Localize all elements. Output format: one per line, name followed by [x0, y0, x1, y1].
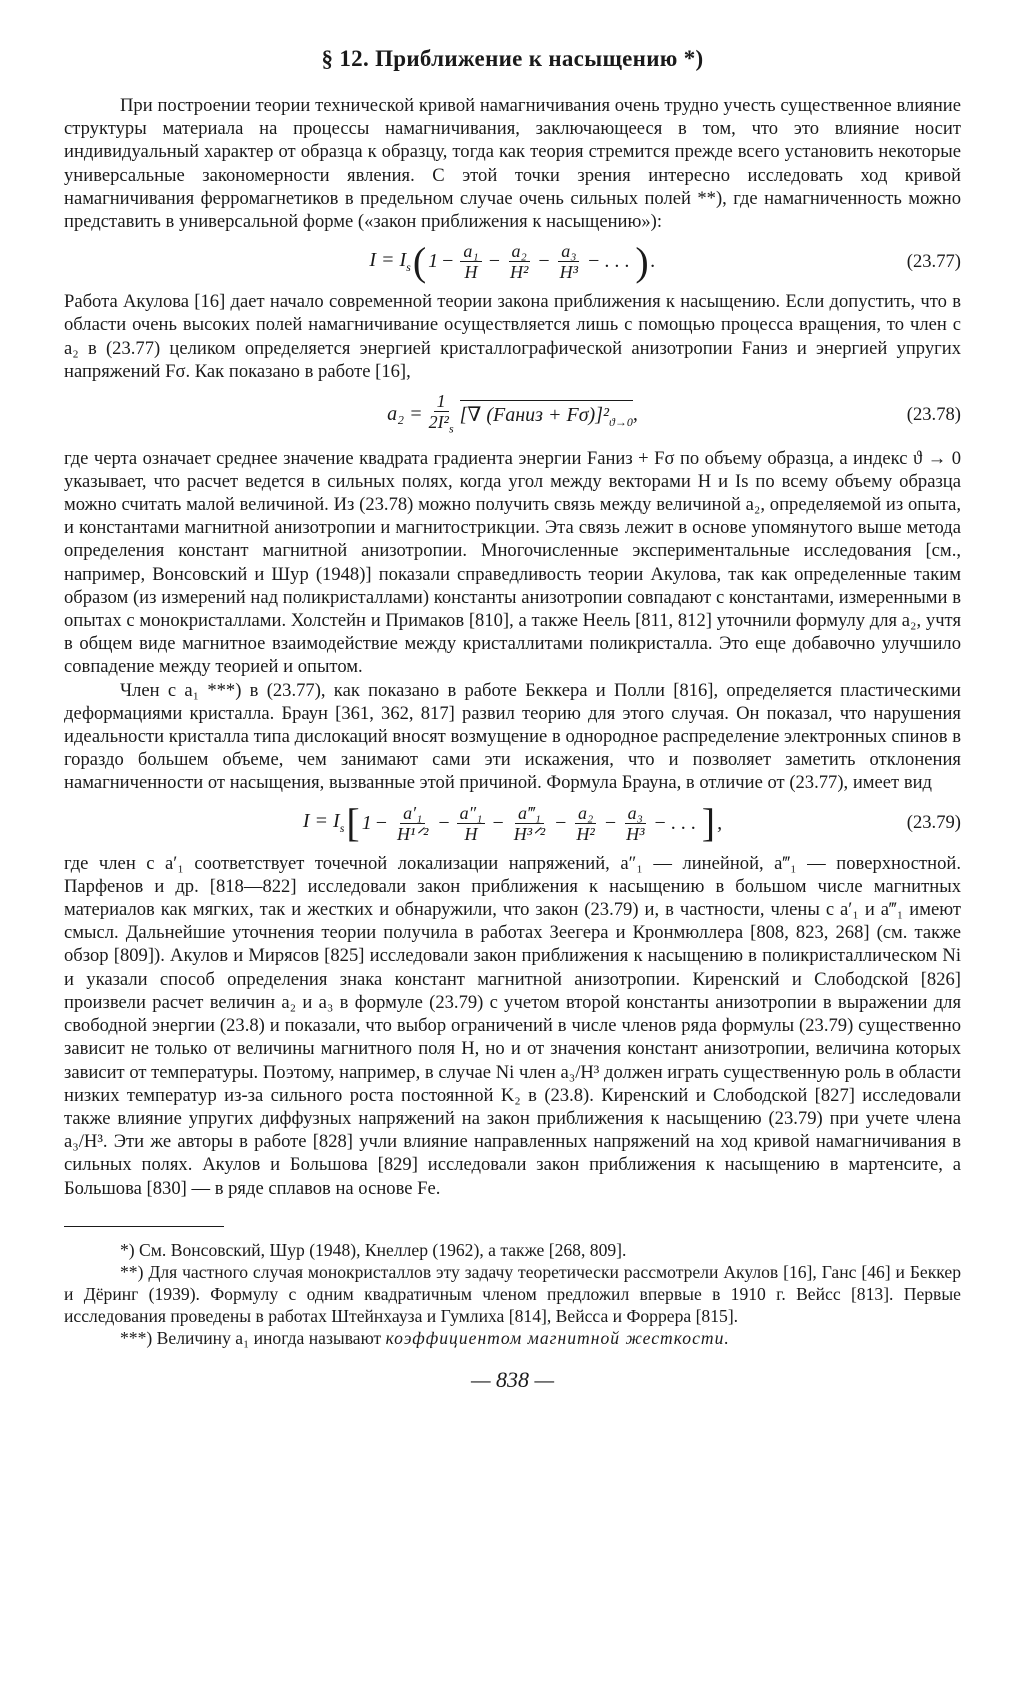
footnote-1: *) См. Вонсовский, Шур (1948), Кнеллер (1962), а также [268, 809].	[120, 1239, 627, 1260]
fraction-term-2: $\frac{\text{a″₁}}{H}$	[457, 803, 486, 844]
fraction-term-3: $\frac{\text{a‴₁}}{\text{H³ᐟ²}}$	[513, 802, 546, 844]
footnote-2: **) Для частного случая монокристаллов эту задачу теоретически рассмотрели Акулов [16], Ганс [46] и Беккер и Дёринг (1939). Формулу с одним квадратичным членом предложил впервые в 1910 г. Вейсс [813]. Первые исследования проведены в работах Штейнхауза и Гумлиха [814], Вейсса и Форрера [815].	[64, 1261, 961, 1326]
fraction-term-1: $\frac{\text{a₁}}{H}$	[460, 241, 481, 282]
fraction-prefactor: $\frac{1}{2I^2_s}$	[428, 391, 454, 436]
right-paren: )	[635, 238, 649, 284]
fraction-term-1: $\frac{\text{a′₁}}{\text{H¹ᐟ²}}$	[396, 802, 429, 844]
left-bracket: [	[346, 800, 360, 846]
equation-number: (23.78)	[906, 403, 961, 425]
paragraph-akulov: Работа Акулова [16] дает начало современной теории закона приближения к насыщению. Если допустить, что в области очень высоких полей намагничивание осуществляется лишь с помощью процесса вращения, то член с a₂ в (23.77) целиком определяется энергией кристаллографической анизотропии Fаниз и энергией упругих напряжений Fσ. Как показано в работе [16],	[64, 291, 961, 382]
fraction-term-3: $\frac{\text{a₃}}{\text{H³}}$	[559, 241, 579, 283]
fraction-term-5: $\frac{\text{a₃}}{\text{H³}}$	[626, 802, 645, 844]
formula-lhs: $I = I_s$	[302, 810, 345, 836]
section-title: § 12. Приближение к насыщению *)	[321, 46, 704, 71]
paragraph-intro: При построении теории технической кривой намагничивания очень трудно учесть существенное влияние структуры материала на процессы намагничивания, заключающееся в том, что это влияние носит индивидуальный характер от образца к образцу, тогда как теория стремится прежде всего установить некоторые универсальные закономерности явления. С этой точки зрения интересно исследовать ход кривой намагничивания ферромагнетиков в предельном случае очень сильных полей **), где намагниченность можно представить в универсальной форме («закон приближения к насыщению»):	[64, 95, 961, 233]
equation-number: (23.79)	[906, 812, 961, 834]
equation-number: (23.77)	[906, 250, 961, 272]
footnote-divider	[64, 1226, 224, 1227]
formula-one: 1	[428, 250, 439, 273]
footnote-3-emphasis: коэффициентом магнитной жесткости.	[385, 1327, 730, 1348]
right-bracket: ]	[701, 800, 716, 846]
fraction-term-2: $\frac{\text{a₂}}{\text{H²}}$	[509, 241, 529, 283]
formula-lhs: $I = I_s$	[369, 248, 411, 274]
footnote-3: ***) Величину a₁ иногда называют коэффициентом магнитной жесткости.	[120, 1327, 730, 1348]
formula-23-77: $I = I_s$ ( 1 − $\frac{\text{a₁}}{H}$ − $\frac{\text{a₂}}{\text{H²}}$ − $\frac{\text{a₃}}{\text{H³}}$ − . . . ) . (23.77)	[369, 238, 961, 284]
formula-23-79: $I = I_s$ [ 1 − $\frac{\text{a′₁}}{\text{H¹ᐟ²}}$ − $\frac{\text{a″₁}}{H}$ − $\frac{\text{a‴₁}}{\text{H³ᐟ²}}$ − $\frac{\text{a₂}}{\text{H²}}$ − $\frac{\text{a₃}}{\text{H³}}$ − . . . ] , (23.79)	[302, 800, 961, 846]
left-paren: (	[412, 238, 427, 284]
page-number: — 838 —	[470, 1366, 555, 1392]
paragraph-brown: Член с a₁ ***) в (23.77), как показано в работе Беккера и Полли [816], определяется пластическими деформациями кристалла. Браун [361, 362, 817] развил теорию для этого случая. Он показал, что нарушения идеальности кристалла типа дислокаций вносят возмущение в однородное распределение электронных спинов в гораздо большем объеме, чем занимают сами эти искажения, что и позволяет заметить отклонения намагниченности от насыщения, вызванные этой причиной. Формула Брауна, в отличие от (23.77), имеет вид	[64, 679, 961, 794]
fraction-term-4: $\frac{\text{a₂}}{\text{H²}}$	[576, 802, 595, 844]
formula-23-78: a₂ = $\frac{1}{2I^2_s}$ [∇ (Fаниз + $F\sigma)]^2_{ϑ\to 0}$ , (23.78)	[64, 391, 961, 439]
paragraph-parfenov: где член с a′₁ соответствует точечной локализации напряжений, a″₁ — линейной, a‴₁ — поверхностной. Парфенов и др. [818—822] исследовали закон приближения к насыщению в большом числе магнитных материалов как мягких, так и жестких и обнаружили, что закон (23.79) и, в частности, члены с a′₁ и a‴₁ имеют смысл. Дальнейшие уточнения теории получила в работах Зеегера и Кронмюллера [808, 823, 268] (см. также обзор [809]). Акулов и Мирясов [825] исследовали закон приближения к насыщению в поликристаллическом Ni и указали способ определения знака констант магнитной анизотропии. Киренский и Слободской [826] произвели расчет величин a₂ и a₃ в формуле (23.79) с учетом второй константы анизотропии в выражении для свободной энергии (23.8) и показали, что выбор ограничений в числе членов ряда формулы (23.79) существенно зависит не только от величины магнитного поля H, но и от значения констант анизотропии, величина которых зависит от температуры. Поэтому, например, в случае Ni член a₃/H³ должен играть существенную роль в области низких температур из-за сильного роста постоянной K₂ в (23.8). Киренский и Слободской [827] исследовали также влияние упругих диффузных напряжений на закон приближения к насыщению (23.79) при учете члена a₃/H³. Эти же авторы в работе [828] учли влияние направленных напряжений на ход кривой намагничивания в сильных полях. Акулов и Большова [829] исследовали закон приближения к насыщению в мартенсите, а Большова [830] — в ряде сплавов на основе Fe.	[64, 852, 961, 1199]
gradient-average: [∇ (Fаниз + $F\sigma)]^2_{ϑ\to 0}$	[460, 400, 633, 430]
paragraph-gradient: где черта означает среднее значение квадрата градиента энергии Fаниз + Fσ по объему образца, а индекс ϑ → 0 указывает, что расчет ведется в сильных полях, когда угол между векторами H и Is по всему объему образца можно считать малой величиной. Из (23.78) можно получить связь между величиной a₂, определяемой из опыта, и константами магнитной анизотропии и магнитострикции. Эта связь лежит в основе упомянутого выше метода определения констант магнитной анизотропии. Многочисленные экспериментальные исследования [см., например, Вонсовский и Шур (1948)] показали справедливость теории Акулова, так как определенные таким образом (из измерений над поликристаллами) константы анизотропии совпадают с константами, измеренными в опытах с монокристаллами. Холстейн и Примаков [810], а также Неель [811, 812] уточнили формулу для a₂, учтя в общем виде магнитное взаимодействие между кристаллитами поликристалла. Это еще добавочно улучшило совпадение между теорией и опытом.	[64, 447, 961, 678]
